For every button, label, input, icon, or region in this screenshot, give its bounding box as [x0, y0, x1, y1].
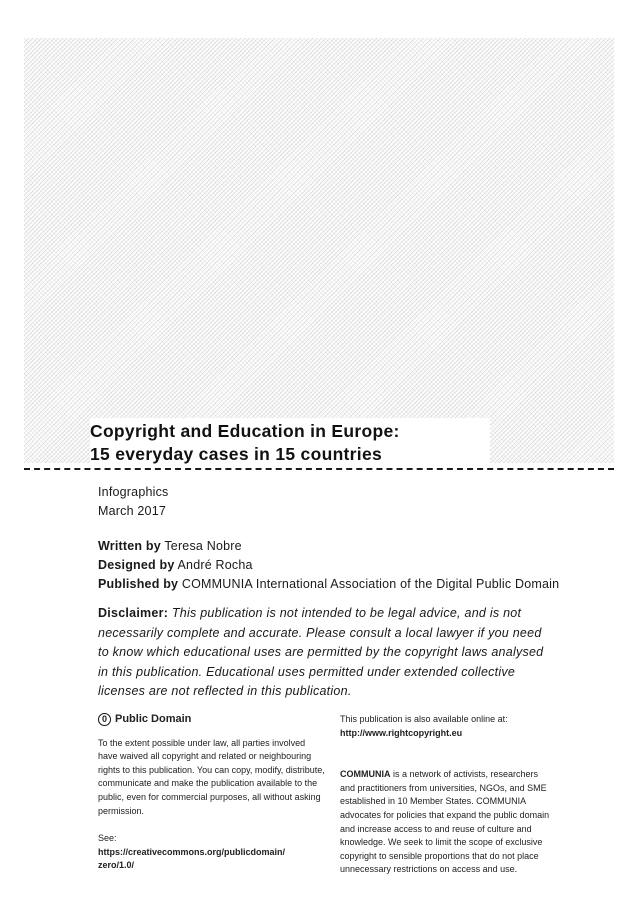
title-line-2: 15 everyday cases in 15 countries: [90, 444, 383, 464]
credit-written-value: Teresa Nobre: [164, 539, 242, 553]
about-name: COMMUNIA: [340, 769, 391, 780]
about-text: is a network of activists, researchers and practitioners from universities, NGOs, and SME established in 10 Member States. COMMUNIA advocates for policies that expand the public domain and increase access to and reuse of culture and knowledge. We seek to limit the scope of exclusive copyright to sensible proportions that do not place unnecessary restrictions on access and use.: [340, 769, 550, 875]
info-column: [340, 713, 552, 877]
credit-designed: [98, 556, 559, 575]
license-heading-row: [98, 713, 326, 727]
online-link[interactable]: http://www.rightcopyright.eu: [340, 727, 463, 738]
disclaimer-label: Disclaimer:: [98, 606, 169, 620]
license-column: [98, 713, 326, 873]
publication-date: March 2017: [98, 504, 167, 518]
about-communia: [340, 768, 552, 877]
online-text: This publication is also available online at:: [340, 714, 508, 724]
credit-designed-value: André Rocha: [177, 558, 253, 572]
title-line-1: Copyright and Education in Europe:: [90, 421, 400, 441]
credit-published-label: Published by: [98, 577, 179, 591]
credit-published-value: COMMUNIA International Association of the Digital Public Domain: [181, 577, 560, 591]
disclaimer: [98, 604, 550, 702]
credit-designed-label: Designed by: [98, 558, 175, 572]
public-domain-zero-icon: 0: [98, 713, 111, 726]
spacer: [340, 740, 552, 754]
spacer-2: [340, 754, 552, 768]
dashed-divider: [24, 468, 614, 470]
page-title: [90, 420, 490, 466]
license-heading: Public Domain: [115, 713, 192, 725]
credit-published: [98, 575, 559, 594]
license-url-line-2: zero/1.0/: [98, 860, 135, 871]
cover-pattern: [24, 38, 614, 463]
credits: [98, 537, 559, 594]
license-link[interactable]: [98, 846, 326, 873]
license-url-line-1: https://creativecommons.org/publicdomain/: [98, 846, 286, 857]
title-block: [90, 418, 490, 466]
disclaimer-text: This publication is not intended to be legal advice, and is not necessarily complete and accurate. Please consult a local lawyer if you need to know which educational uses are permitted by the copyright laws analysed in this publication. Educational uses permitted under extended collective licenses are not reflected in this publication.: [98, 606, 544, 698]
publication-type: Infographics: [98, 485, 169, 499]
license-body: To the extent possible under law, all parties involved have waived all copyright and related or neighbouring rights to this publication. You can copy, modify, distribute, communicate and make the publication available to the public, even for commercial purposes, all without asking permission.: [98, 737, 325, 816]
publication-meta: [98, 483, 169, 521]
credit-written-label: Written by: [98, 539, 161, 553]
credit-written: [98, 537, 559, 556]
license-see-label: See:: [98, 833, 117, 844]
